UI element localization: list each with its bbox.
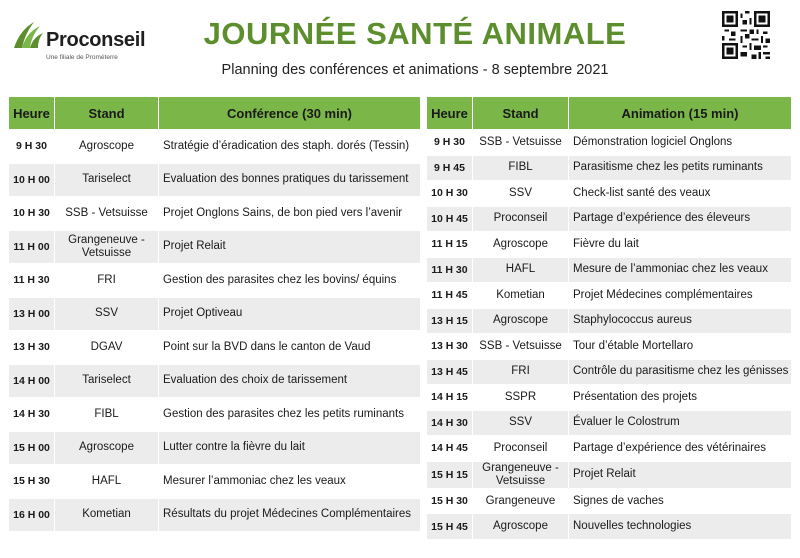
header-animation: Animation (15 min) <box>569 97 792 130</box>
conference-row <box>9 197 421 231</box>
time-cell: 9 H 30 <box>427 130 473 156</box>
stand-cell: SSV <box>473 181 569 207</box>
animation-row <box>427 283 792 309</box>
stand-cell: DGAV <box>55 331 159 365</box>
animation-row <box>427 257 792 283</box>
topic-cell: Lutter contre la fièvre du lait <box>159 431 421 465</box>
topic-cell: Tour d’étable Mortellaro <box>569 334 792 360</box>
animation-row <box>427 488 792 514</box>
stand-cell: FIBL <box>55 398 159 432</box>
animation-row <box>427 155 792 181</box>
animation-row <box>427 308 792 334</box>
stand-cell: Tariselect <box>55 163 159 197</box>
time-cell: 14 H 15 <box>427 385 473 411</box>
time-cell: 14 H 45 <box>427 436 473 462</box>
conference-row <box>9 364 421 398</box>
animation-row <box>427 385 792 411</box>
stand-cell: Proconseil <box>473 436 569 462</box>
stand-cell: Agroscope <box>55 431 159 465</box>
topic-cell: Présentation des projets <box>569 385 792 411</box>
stand-cell: Grangeneuve - Vetsuisse <box>473 461 569 488</box>
time-cell: 15 H 30 <box>427 488 473 514</box>
time-cell: 15 H 45 <box>427 514 473 540</box>
stand-cell: SSPR <box>473 385 569 411</box>
time-cell: 10 H 30 <box>427 181 473 207</box>
animation-row <box>427 461 792 488</box>
topic-cell: Point sur la BVD dans le canton de Vaud <box>159 331 421 365</box>
animation-row <box>427 359 792 385</box>
page-subtitle: Planning des conférences et animations - 8 septembre 2021 <box>221 62 609 78</box>
stand-cell: Grangeneuve <box>473 488 569 514</box>
stand-cell: HAFL <box>55 465 159 499</box>
header-heure: Heure <box>9 97 55 130</box>
topic-cell: Contrôle du parasitisme chez les génisses <box>569 359 792 385</box>
topic-cell: Projet Relait <box>159 230 421 264</box>
time-cell: 10 H 00 <box>9 163 55 197</box>
proconseil-logo <box>12 20 172 66</box>
topic-cell: Évaluer le Colostrum <box>569 410 792 436</box>
animation-row <box>427 232 792 258</box>
topic-cell: Fièvre du lait <box>569 232 792 258</box>
time-cell: 13 H 45 <box>427 359 473 385</box>
time-cell: 9 H 30 <box>9 130 55 164</box>
topic-cell: Mesure de l’ammoniac chez les veaux <box>569 257 792 283</box>
stand-cell: HAFL <box>473 257 569 283</box>
time-cell: 13 H 30 <box>9 331 55 365</box>
stand-cell: Kometian <box>473 283 569 309</box>
animation-row <box>427 436 792 462</box>
topic-cell: Mesurer l’ammoniac chez les veaux <box>159 465 421 499</box>
stand-cell: Kometian <box>55 498 159 532</box>
conference-row <box>9 264 421 298</box>
header-stand: Stand <box>55 97 159 130</box>
topic-cell: Evaluation des bonnes pratiques du tarissement <box>159 163 421 197</box>
topic-cell: Projet Médecines complémentaires <box>569 283 792 309</box>
time-cell: 16 H 00 <box>9 498 55 532</box>
time-cell: 14 H 00 <box>9 364 55 398</box>
animation-row <box>427 130 792 156</box>
topic-cell: Résultats du projet Médecines Complémentaires <box>159 498 421 532</box>
time-cell: 15 H 30 <box>9 465 55 499</box>
topic-cell: Partage d’expérience des vétérinaires <box>569 436 792 462</box>
topic-cell: Partage d’expérience des éleveurs <box>569 206 792 232</box>
stand-cell: Grangeneuve - Vetsuisse <box>55 230 159 264</box>
topic-cell: Démonstration logiciel Onglons <box>569 130 792 156</box>
topic-cell: Evaluation des choix de tarissement <box>159 364 421 398</box>
stand-cell: Agroscope <box>473 232 569 258</box>
stand-cell: SSB - Vetsuisse <box>473 334 569 360</box>
stand-cell: Agroscope <box>473 308 569 334</box>
stand-cell: FRI <box>473 359 569 385</box>
conference-row <box>9 498 421 532</box>
header-heure: Heure <box>427 97 473 130</box>
topic-cell: Projet Relait <box>569 461 792 488</box>
conference-row <box>9 465 421 499</box>
time-cell: 11 H 45 <box>427 283 473 309</box>
header-conference: Conférence (30 min) <box>159 97 421 130</box>
conference-row <box>9 297 421 331</box>
time-cell: 15 H 00 <box>9 431 55 465</box>
time-cell: 10 H 30 <box>9 197 55 231</box>
topic-cell: Stratégie d’éradication des staph. dorés (Tessin) <box>159 130 421 164</box>
topic-cell: Gestion des parasites chez les petits ruminants <box>159 398 421 432</box>
stand-cell: Proconseil <box>473 206 569 232</box>
conference-row <box>9 431 421 465</box>
leaf-logo-icon <box>12 20 44 50</box>
stand-cell: Agroscope <box>55 130 159 164</box>
topic-cell: Gestion des parasites chez les bovins/ équins <box>159 264 421 298</box>
stand-cell: FRI <box>55 264 159 298</box>
conference-row <box>9 130 421 164</box>
time-cell: 11 H 15 <box>427 232 473 258</box>
stand-cell: SSB - Vetsuisse <box>473 130 569 156</box>
stand-cell: Agroscope <box>473 514 569 540</box>
stand-cell: FIBL <box>473 155 569 181</box>
time-cell: 11 H 00 <box>9 230 55 264</box>
time-cell: 13 H 30 <box>427 334 473 360</box>
page-title: JOURNÉE SANTÉ ANIMALE <box>203 16 627 51</box>
logo-tagline: Une filiale de Prométerre <box>46 54 118 61</box>
topic-cell: Staphylococcus aureus <box>569 308 792 334</box>
conference-row <box>9 230 421 264</box>
time-cell: 14 H 30 <box>9 398 55 432</box>
qr-code-icon[interactable] <box>722 11 770 59</box>
time-cell: 11 H 30 <box>427 257 473 283</box>
logo-name: Proconseil <box>46 29 146 51</box>
stand-cell: SSV <box>55 297 159 331</box>
time-cell: 14 H 30 <box>427 410 473 436</box>
animation-row <box>427 206 792 232</box>
time-cell: 9 H 45 <box>427 155 473 181</box>
conference-row <box>9 398 421 432</box>
topic-cell: Signes de vaches <box>569 488 792 514</box>
animation-row <box>427 410 792 436</box>
conference-row <box>9 163 421 197</box>
topic-cell: Projet Optiveau <box>159 297 421 331</box>
topic-cell: Nouvelles technologies <box>569 514 792 540</box>
time-cell: 13 H 00 <box>9 297 55 331</box>
stand-cell: Tariselect <box>55 364 159 398</box>
animation-header-row <box>427 97 792 130</box>
animation-row <box>427 181 792 207</box>
animation-row <box>427 514 792 540</box>
time-cell: 11 H 30 <box>9 264 55 298</box>
time-cell: 13 H 15 <box>427 308 473 334</box>
time-cell: 15 H 15 <box>427 461 473 488</box>
animation-table <box>426 96 792 540</box>
animation-row <box>427 334 792 360</box>
topic-cell: Parasitisme chez les petits ruminants <box>569 155 792 181</box>
stand-cell: SSB - Vetsuisse <box>55 197 159 231</box>
conference-row <box>9 331 421 365</box>
header-stand: Stand <box>473 97 569 130</box>
stand-cell: SSV <box>473 410 569 436</box>
topic-cell: Check-list santé des veaux <box>569 181 792 207</box>
conference-table <box>8 96 421 532</box>
conference-header-row <box>9 97 421 130</box>
topic-cell: Projet Onglons Sains, de bon pied vers l’avenir <box>159 197 421 231</box>
time-cell: 10 H 45 <box>427 206 473 232</box>
